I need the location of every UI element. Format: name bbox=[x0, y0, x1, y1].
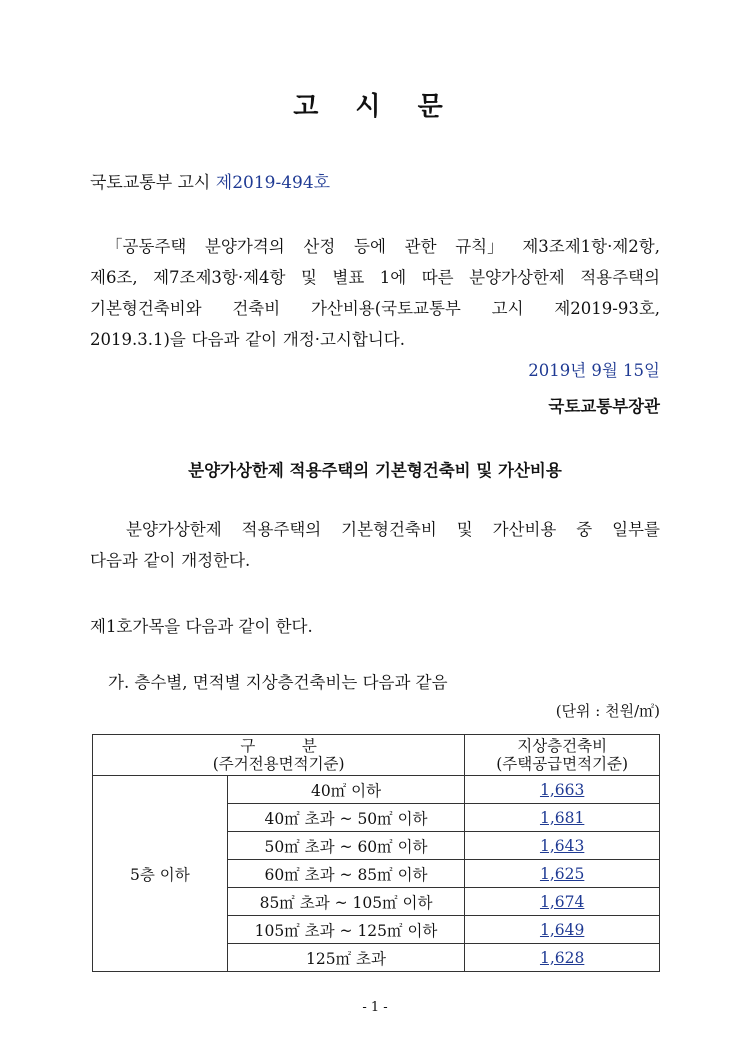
cost-cell bbox=[465, 860, 660, 888]
table-header-row bbox=[93, 735, 660, 776]
intro-line: 분양가상한제 적용주택의 기본형건축비 및 가산비용 중 일부를 bbox=[126, 520, 660, 539]
notice-prefix: 국토교통부 고시 bbox=[90, 173, 211, 193]
cost-cell bbox=[465, 776, 660, 804]
notice-date: 2019년 9월 15일 bbox=[528, 361, 660, 380]
paragraph-line: 제6조, 제7조제3항·제4항 및 별표 1에 따른 분양가상한제 적용주택의 bbox=[90, 268, 660, 287]
cost-value: 1,643 bbox=[539, 836, 585, 855]
announcement-paragraph bbox=[90, 231, 660, 355]
cost-value: 1,628 bbox=[539, 948, 585, 967]
item-heading: 가. 층수별, 면적별 지상층건축비는 다음과 같음 bbox=[108, 673, 448, 692]
area-range-cell: 60㎡ 초과 ~ 85㎡ 이하 bbox=[227, 860, 465, 888]
header-category-label: 구 분 bbox=[240, 737, 317, 755]
cost-value: 1,681 bbox=[539, 808, 585, 827]
area-range-cell: 40㎡ 이하 bbox=[227, 776, 465, 804]
construction-cost-table bbox=[92, 734, 660, 972]
area-range-cell: 50㎡ 초과 ~ 60㎡ 이하 bbox=[227, 832, 465, 860]
minister-signature: 국토교통부장관 bbox=[548, 397, 660, 416]
cost-cell bbox=[465, 944, 660, 972]
document-title: 고 시 문 bbox=[293, 92, 457, 122]
notice-number bbox=[90, 168, 330, 193]
area-range-cell: 125㎡ 초과 bbox=[227, 944, 465, 972]
cost-value: 1,649 bbox=[539, 920, 585, 939]
section-subtitle: 분양가상한제 적용주택의 기본형건축비 및 가산비용 bbox=[188, 461, 562, 480]
cost-cell bbox=[465, 916, 660, 944]
cost-value: 1,663 bbox=[539, 780, 585, 799]
unit-note: (단위 : 천원/㎡) bbox=[555, 702, 660, 720]
amendment-clause: 제1호가목을 다음과 같이 한다. bbox=[90, 617, 313, 636]
paragraph-line: 2019.3.1)을 다음과 같이 개정·고시합니다. bbox=[90, 330, 405, 349]
cost-cell bbox=[465, 832, 660, 860]
cost-value: 1,674 bbox=[539, 892, 585, 911]
intro-line: 다음과 같이 개정한다. bbox=[90, 551, 251, 570]
cost-cell bbox=[465, 804, 660, 832]
floor-group-cell: 5층 이하 bbox=[93, 776, 228, 972]
area-range-cell: 105㎡ 초과 ~ 125㎡ 이하 bbox=[227, 916, 465, 944]
header-cost-basis: (주택공급면적기준) bbox=[496, 755, 629, 773]
header-cost-label: 지상층건축비 bbox=[517, 737, 608, 755]
paragraph-line: 기본형건축비와 건축비 가산비용(국토교통부 고시 제2019-93호, bbox=[90, 299, 660, 318]
header-category bbox=[93, 735, 465, 776]
table-row bbox=[93, 776, 660, 804]
page-number: - 1 - bbox=[362, 1000, 388, 1015]
notice-number-value: 제2019-494호 bbox=[215, 173, 331, 193]
cost-value: 1,625 bbox=[539, 864, 585, 883]
paragraph-line: 「공동주택 분양가격의 산정 등에 관한 규칙」 제3조제1항·제2항, bbox=[106, 237, 660, 256]
cost-cell bbox=[465, 888, 660, 916]
header-cost bbox=[465, 735, 660, 776]
header-category-basis: (주거전용면적기준) bbox=[212, 755, 345, 773]
area-range-cell: 40㎡ 초과 ~ 50㎡ 이하 bbox=[227, 804, 465, 832]
area-range-cell: 85㎡ 초과 ~ 105㎡ 이하 bbox=[227, 888, 465, 916]
intro-paragraph bbox=[90, 514, 660, 576]
